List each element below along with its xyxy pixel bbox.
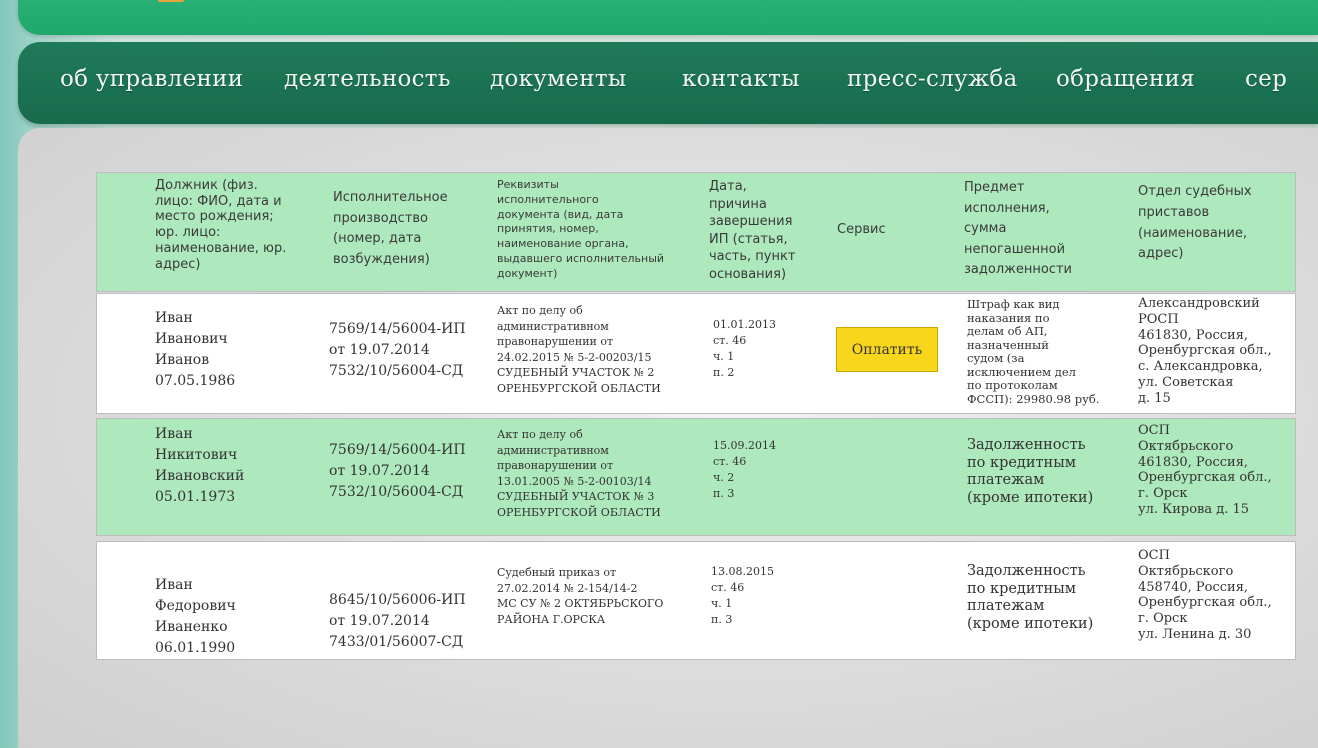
main-navigation bbox=[18, 42, 1318, 124]
nav-item-services[interactable]: сер bbox=[1245, 66, 1288, 92]
nav-item-documents[interactable]: документы bbox=[490, 66, 627, 92]
header-document: Реквизиты исполнительного документа (вид, дата принятия, номер, наименование органа, выдавшего исполнительный документ) bbox=[497, 178, 665, 280]
header-subject: Предмет исполнения, сумма непогашенной задолженности bbox=[964, 180, 1072, 277]
row1-debtor: Иван Иванович Иванов 07.05.1986 bbox=[155, 310, 236, 389]
row1-subject: Штраф как вид наказания по делам об АП, назначенный судом (за исключением дел по протоколам ФССП): 29980.98 руб. bbox=[967, 297, 1100, 406]
row2-proceeding: 7569/14/56004-ИП от 19.07.2014 7532/10/56004-СД bbox=[329, 442, 466, 500]
pay-button[interactable]: Оплатить bbox=[836, 327, 938, 372]
header-end-date: Дата, причина завершения ИП (статья, часть, пункт основания) bbox=[709, 179, 796, 282]
row3-debtor: Иван Федорович Иваненко 06.01.1990 bbox=[155, 577, 236, 656]
nav-item-about[interactable]: об управлении bbox=[60, 66, 244, 92]
nav-item-press[interactable]: пресс-служба bbox=[847, 66, 1018, 92]
row1-proceeding: 7569/14/56004-ИП от 19.07.2014 7532/10/56004-СД bbox=[329, 321, 466, 379]
header-service: Сервис bbox=[837, 222, 886, 237]
nav-item-activity[interactable]: деятельность bbox=[284, 66, 451, 92]
logo-fragment bbox=[158, 0, 184, 2]
site-header-bar bbox=[18, 0, 1318, 35]
row2-debtor: Иван Никитович Ивановский 05.01.1973 bbox=[155, 426, 245, 505]
row1-end-date: 01.01.2013 ст. 46 ч. 1 п. 2 bbox=[713, 318, 776, 379]
row3-department: ОСП Октябрьского 458740, Россия, Оренбургская обл., г. Орск ул. Ленина д. 30 bbox=[1138, 548, 1272, 642]
nav-item-contacts[interactable]: контакты bbox=[682, 66, 800, 92]
row3-subject: Задолженность по кредитным платежам (кроме ипотеки) bbox=[967, 563, 1094, 632]
header-department: Отдел судебных приставов (наименование, адрес) bbox=[1138, 184, 1252, 262]
row2-department: ОСП Октябрьского 461830, Россия, Оренбургская обл., г. Орск ул. Кирова д. 15 bbox=[1138, 423, 1272, 517]
table-row bbox=[96, 418, 1296, 536]
row3-end-date: 13.08.2015 ст. 46 ч. 1 п. 3 bbox=[711, 565, 774, 626]
table-row bbox=[96, 541, 1296, 660]
row3-document: Судебный приказ от 27.02.2014 № 2-154/14-2 МС СУ № 2 ОКТЯБРЬСКОГО РАЙОНА Г.ОРСКА bbox=[497, 566, 664, 626]
row2-document: Акт по делу об административном правонарушении от 13.01.2005 № 5-2-00103/14 СУДЕБНЫЙ УЧАСТОК № 3 ОРЕНБУРГСКОЙ ОБЛАСТИ bbox=[497, 428, 661, 519]
header-proceeding: Исполнительное производство (номер, дата возбуждения) bbox=[333, 190, 448, 267]
header-debtor: Должник (физ. лицо: ФИО, дата и место рождения; юр. лицо: наименование, юр. адрес) bbox=[155, 178, 287, 272]
row3-proceeding: 8645/10/56006-ИП от 19.07.2014 7433/01/56007-СД bbox=[329, 592, 466, 650]
row2-end-date: 15.09.2014 ст. 46 ч. 2 п. 3 bbox=[713, 439, 776, 500]
row1-document: Акт по делу об административном правонарушении от 24.02.2015 № 5-2-00203/15 СУДЕБНЫЙ УЧАСТОК № 2 ОРЕНБУРГСКОЙ ОБЛАСТИ bbox=[497, 304, 661, 395]
table-row bbox=[96, 293, 1296, 414]
row1-department: Александровский РОСП 461830, Россия, Оренбургская обл., с. Александровка, ул. Советская д. 15 bbox=[1138, 296, 1272, 406]
nav-item-appeals[interactable]: обращения bbox=[1056, 66, 1195, 92]
row2-subject: Задолженность по кредитным платежам (кроме ипотеки) bbox=[967, 437, 1094, 506]
